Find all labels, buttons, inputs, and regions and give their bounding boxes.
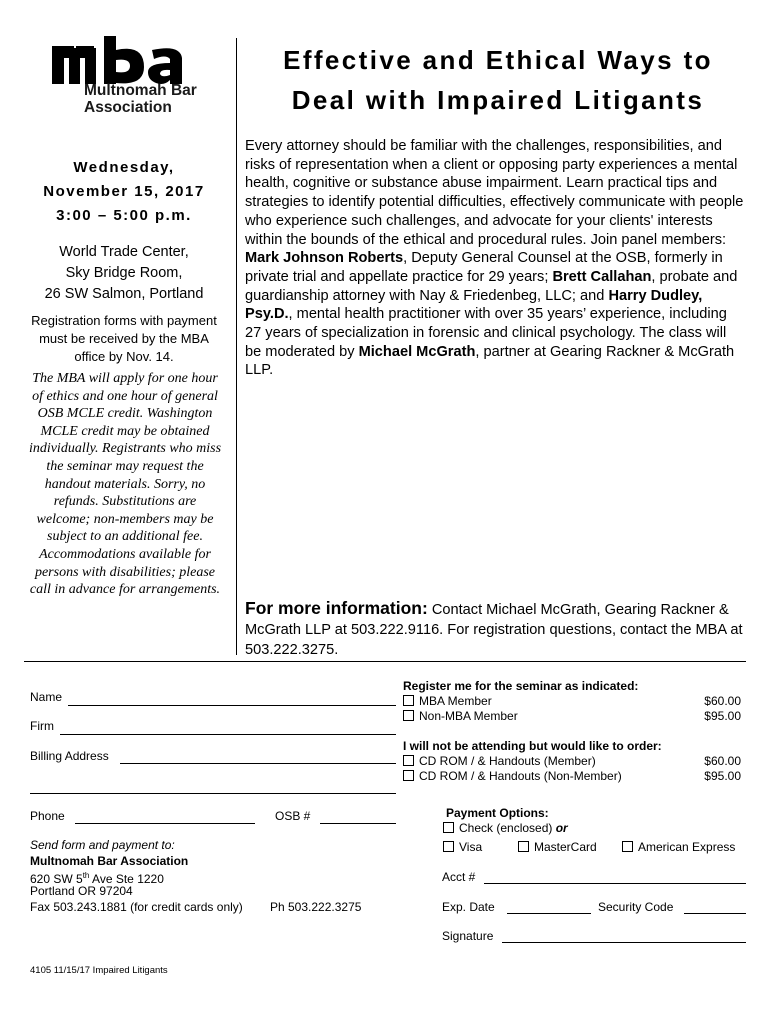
more-information [245,598,745,660]
checkbox-cd-member[interactable] [403,755,414,766]
exp-date-label: Exp. Date [442,900,495,914]
street-number: 620 SW 5 [30,872,83,886]
street-suffix: th [82,871,90,880]
billing-address-field-2[interactable] [30,793,396,794]
send-to-label: Send form and payment to: [30,838,175,852]
description-text: , partner at Gearing Rackner & McGrath LLP. [245,343,735,379]
security-code-label: Security Code [598,900,674,914]
mastercard-label: MasterCard [534,840,597,854]
exp-date-field[interactable] [507,913,591,914]
signature-label: Signature [442,929,494,943]
mba-logo [52,36,212,116]
moderator-name: Michael McGrath [358,343,476,360]
event-day: Wednesday, [73,159,175,176]
billing-address-label: Billing Address [30,749,109,763]
venue-line1: World Trade Center, [59,244,189,260]
phone-field[interactable] [75,823,255,824]
phone-label: Phone [30,809,65,823]
register-heading: Register me for the seminar as indicated: [403,679,639,693]
amex-label: American Express [638,840,736,854]
venue-line3: 26 SW Salmon, Portland [44,286,204,302]
description-text: , Deputy General Counsel at the OSB, formerly in private trial and appellate practice for 29 years; [245,250,723,285]
option-label: Non-MBA Member [419,709,518,723]
description-text: Every attorney should be familiar with the challenges, responsibilities, and risks of representation when a client or opposing party experiences a mental health, cognitive or substance abuse impairment. Learn practical tips and strategies to identify potential difficulties, effectively communicate with people who experience such challenges, and advocate for your clients' interests within the bounds of the ethical and procedural rules. Join panel members: [245,138,744,248]
logo-name-line1: Multnomah Bar [84,82,197,99]
option-cd-member[interactable] [403,754,741,769]
check-label: Check (enclosed) [459,821,556,835]
checkbox-cd-non-member[interactable] [403,770,414,781]
footer-code: 4105 11/15/17 Impaired Litigants [30,965,168,976]
osb-field[interactable] [320,823,396,824]
event-venue [24,242,224,305]
phone-number: Ph 503.222.3275 [270,900,362,914]
checkbox-visa[interactable] [443,841,454,852]
option-label: CD ROM / & Handouts (Member) [419,754,596,768]
or-label: or [555,821,568,835]
security-code-field[interactable] [684,913,746,914]
payment-amex-option[interactable] [622,840,735,855]
option-label: CD ROM / & Handouts (Non-Member) [419,769,622,783]
seminar-description [245,137,745,380]
payment-heading: Payment Options: [446,806,549,820]
registration-deadline-note: Registration forms with payment must be received by the MBA office by Nov. 14. [31,313,217,364]
checkbox-amex[interactable] [622,841,633,852]
firm-field[interactable] [60,734,396,735]
payment-check-option[interactable] [443,821,568,836]
more-info-heading: For more information: [245,598,428,618]
osb-label: OSB # [275,809,311,823]
option-price: $60.00 [704,694,741,708]
checkbox-check[interactable] [443,822,454,833]
checkbox-mba-member[interactable] [403,695,414,706]
event-datetime [24,156,224,228]
page-title [246,40,750,120]
policy-text: The MBA will apply for one hour of ethics and one hour of general OSB MCLE credit. Washington MCLE credit may be obtained individually. Registrants who miss the seminar may request the handout materials. Sorry, no refunds. Substitutions are welcome; non-members may be subject to an additional fee. Accommodations available for persons with disabilities; please call in advance for arrangements. [28,371,222,598]
mailing-org: Multnomah Bar Association [30,854,189,868]
checkbox-non-mba-member[interactable] [403,710,414,721]
vertical-divider [236,38,237,655]
registration-options [403,679,741,784]
fax-number: Fax 503.243.1881 (for credit cards only) [30,900,243,914]
option-mba-member[interactable] [403,694,741,709]
venue-line2: Sky Bridge Room, [65,265,183,281]
option-non-mba-member[interactable] [403,709,741,724]
more-info-text: Contact Michael McGrath, Gearing Rackner & McGrath LLP at 503.222.9116. For registration questions, contact the MBA at 503.222.3275. [245,602,743,658]
visa-label: Visa [459,840,483,854]
street-rest: Ave Ste 1220 [89,872,164,886]
option-cd-non-member[interactable] [403,769,741,784]
payment-mastercard-option[interactable] [518,840,597,855]
logo-org-name [84,82,212,116]
firm-label: Firm [30,719,54,733]
title-line2: Deal with Impaired Litigants [291,85,705,115]
event-date: November 15, 2017 [43,183,205,200]
name-field[interactable] [68,705,396,706]
option-price: $95.00 [704,769,741,783]
description-text: , probate and guardianship attorney with Nay & Friedenbeg, LLC; and [245,268,738,304]
panelist-name: Mark Johnson Roberts [245,250,404,267]
description-text: , mental health practitioner with over 35 years’ experience, including 27 years of specialization in forensic and clinical psychology. The class will be moderated by [245,306,727,360]
order-heading: I will not be attending but would like to order: [403,739,662,753]
title-line1: Effective and Ethical Ways to [283,45,713,75]
horizontal-divider [24,661,746,662]
logo-name-line2: Association [84,99,172,116]
option-price: $95.00 [704,709,741,723]
signature-field[interactable] [502,942,746,943]
option-label: MBA Member [419,694,492,708]
event-time: 3:00 – 5:00 p.m. [56,207,192,224]
panelist-name: Brett Callahan [552,268,652,285]
mba-logo-mark [52,36,200,84]
option-price: $60.00 [704,754,741,768]
mailing-city: Portland OR 97204 [30,884,133,898]
name-label: Name [30,690,63,704]
billing-address-field[interactable] [120,763,396,764]
payment-visa-option[interactable] [443,840,482,855]
acct-field[interactable] [484,883,746,884]
checkbox-mastercard[interactable] [518,841,529,852]
acct-label: Acct # [442,870,476,884]
panelist-name: Harry Dudley, Psy.D. [245,287,703,323]
